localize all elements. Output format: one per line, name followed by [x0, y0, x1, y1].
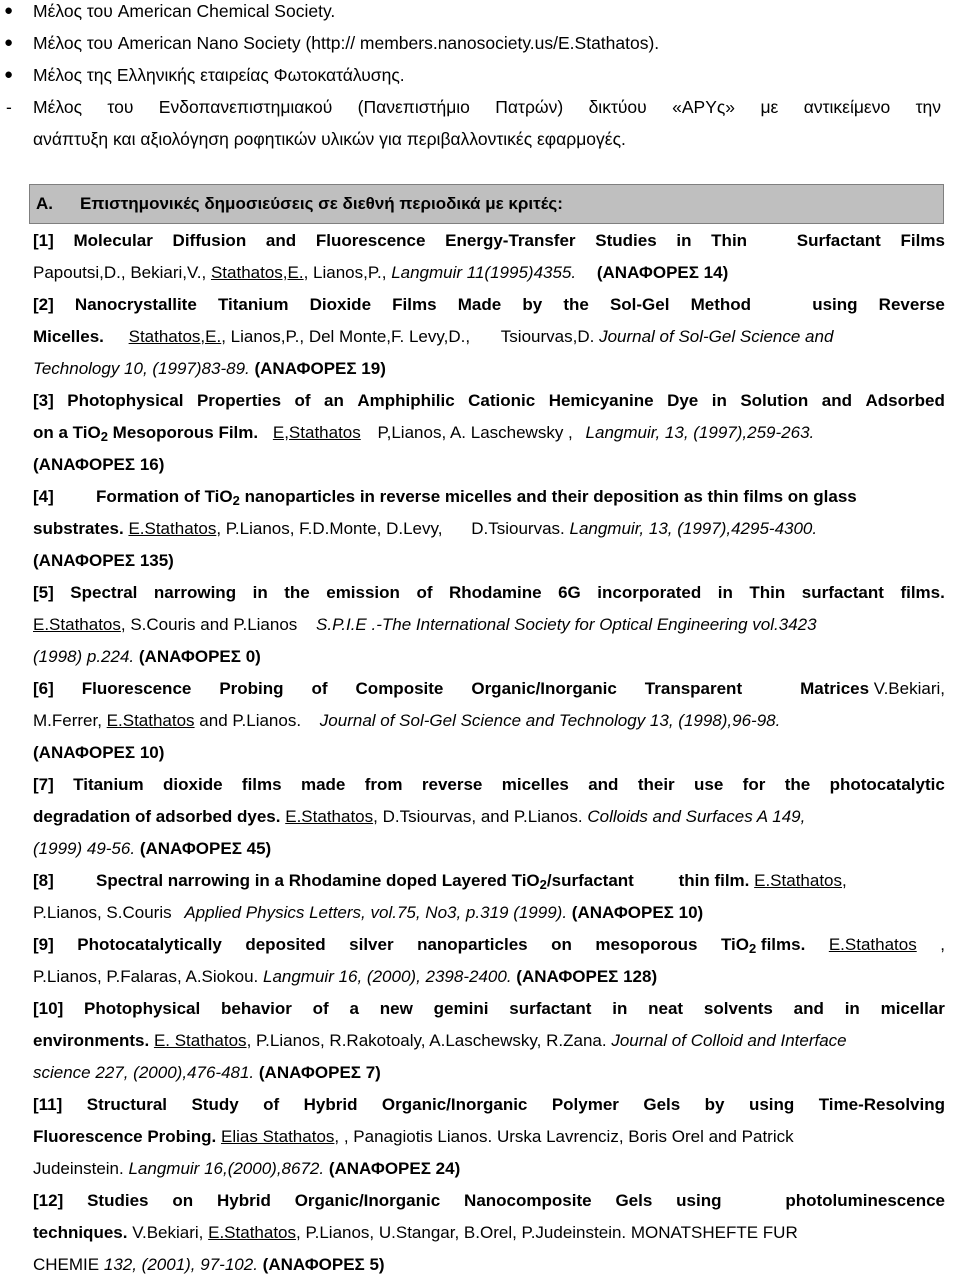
ref-9-citation: P.Lianos, P.Falaras, A.Siokou. Langmuir 16, (2000), 2398-2400. (ΑΝΑΦΟΡΕΣ 128): [33, 967, 658, 986]
bullet-icon: ●: [4, 66, 14, 83]
ref-12-citation-cont: CHEMIE 132, (2001), 97-102. (ΑΝΑΦΟΡΕΣ 5): [33, 1255, 385, 1274]
ref-4-title: [4] Formation of TiO$_2$ nanoparticles in reverse micelles and their deposition as thin films on glass: [33, 487, 857, 508]
bullet-text: Μέλος του American Nano Society (http:// members.nanosociety.us/E.Stathatos).: [33, 33, 660, 53]
ref-8-citation: P.Lianos, S.Couris Applied Physics Letters, vol.75, No3, p.319 (1999). (ΑΝΑΦΟΡΕΣ 10): [33, 903, 704, 922]
ref-1-title: [1] Molecular Diffusion and Fluorescence Energy-Transfer Studies in Thin Surfactant Films: [33, 231, 945, 250]
citation-count: (ΑΝΑΦΟΡΕΣ 135): [33, 551, 174, 570]
citation-count: (ΑΝΑΦΟΡΕΣ 128): [516, 967, 658, 986]
ref-12-citation: techniques. V.Bekiari, E.Stathatos, P.Lianos, U.Stangar, B.Orel, P.Judeinstein. MONATSHEFTE FUR: [33, 1223, 798, 1242]
ref-6-citation: M.Ferrer, E.Stathatos and P.Lianos. Journal of Sol-Gel Science and Technology 13, (1998),96-98.: [33, 711, 781, 730]
ref-11-title: [11] Structural Study of Hybrid Organic/Inorganic Polymer Gels by using Time-Resolving: [33, 1095, 945, 1114]
ref-7-citation-cont: (1999) 49-56. (ΑΝΑΦΟΡΕΣ 45): [33, 839, 272, 858]
ref-4-citation: substrates. E.Stathatos, P.Lianos, F.D.Monte, D.Levy, D.Tsiourvas. Langmuir, 13, (1997),4295-4300.: [33, 519, 818, 538]
citation-count: (ΑΝΑΦΟΡΕΣ 5): [262, 1255, 385, 1274]
dash-mark: -: [6, 97, 12, 117]
author-link: Stathatos,E.: [210, 263, 304, 282]
ref-10-citation-cont: science 227, (2000),476-481. (ΑΝΑΦΟΡΕΣ 7): [33, 1063, 381, 1082]
ref-3-cites: [33, 455, 945, 475]
citation-count: (ΑΝΑΦΟΡΕΣ 10): [571, 903, 704, 922]
ref-2-citation: Micelles. Stathatos,E., Lianos,P., Del Monte,F. Levy,D., Tsiourvas,D. Journal of Sol-Gel Science and: [33, 327, 834, 346]
author-link: Elias Stathatos: [221, 1127, 335, 1146]
ref-11-citation-cont: Judeinstein. Langmuir 16,(2000),8672. (ΑΝΑΦΟΡΕΣ 24): [33, 1159, 461, 1178]
ref-4-cites: [33, 551, 945, 571]
ref-5-title: [5] Spectral narrowing in the emission of Rhodamine 6G incorporated in Thin surfactant films.: [33, 583, 945, 602]
author-link: Stathatos,E.: [128, 327, 222, 346]
bullet-text: Μέλος της Ελληνικής εταιρείας Φωτοκατάλυσης.: [33, 65, 405, 85]
citation-count: (ΑΝΑΦΟΡΕΣ 0): [138, 647, 261, 666]
author-link: E.Stathatos: [754, 871, 843, 890]
ref-8-title: [8] Spectral narrowing in a Rhodamine doped Layered TiO$_2$/surfactant thin film. E.Stathatos,: [33, 871, 847, 892]
bullet-icon: ●: [4, 34, 14, 51]
ref-7-citation: degradation of adsorbed dyes. E.Stathatos, D.Tsiourvas, and P.Lianos. Colloids and Surfaces A 149,: [33, 807, 806, 826]
citation-count: (ΑΝΑΦΟΡΕΣ 7): [258, 1063, 381, 1082]
ref-3-citation: on a TiO$_2$ Mesoporous Film. E,Stathatos P,Lianos, A. Laschewsky , Langmuir, 13, (1997),259-263.: [33, 423, 815, 444]
section-label: Α.: [36, 194, 53, 213]
author-link: E,Stathatos: [272, 423, 361, 442]
bullet-icon: ●: [4, 2, 14, 19]
ref-5-citation-cont: (1998) p.224. (ΑΝΑΦΟΡΕΣ 0): [33, 647, 261, 666]
ref-3-title: [3] Photophysical Properties of an Amphiphilic Cationic Hemicyanine Dye in Solution and Adsorbed: [33, 391, 945, 410]
ref-5-citation: E.Stathatos, S.Couris and P.Lianos S.P.I.E .-The International Society for Optical Engineering vol.3423: [33, 615, 817, 634]
section-title: Επιστημονικές δημοσιεύσεις σε διεθνή περιοδικά με κριτές:: [80, 194, 563, 213]
citation-count: (ΑΝΑΦΟΡΕΣ 16): [33, 455, 165, 474]
ref-10-title: [10] Photophysical behavior of a new gemini surfactant in neat solvents and in micellar: [33, 999, 945, 1018]
author-link: E.Stathatos: [828, 935, 917, 954]
ref-11-citation: Fluorescence Probing. Elias Stathatos, , Panagiotis Lianos. Urska Lavrenciz, Boris Orel and Patrick: [33, 1127, 794, 1146]
bullet-text: Μέλος του American Chemical Society.: [33, 1, 336, 21]
ref-1-citation: Papoutsi,D., Bekiari,V., Stathatos,E., Lianos,P., Langmuir 11(1995)4355. (ΑΝΑΦΟΡΕΣ 14): [33, 263, 729, 282]
ref-6-title: [6] Fluorescence Probing of Composite Organic/Inorganic Transparent Matrices V.Bekiari,: [33, 679, 945, 698]
citation-count: (ΑΝΑΦΟΡΕΣ 14): [596, 263, 729, 282]
author-link: E.Stathatos: [106, 711, 195, 730]
citation-count: (ΑΝΑΦΟΡΕΣ 45): [139, 839, 272, 858]
ref-6-cites: [33, 743, 945, 763]
ref-7-title: [7] Titanium dioxide films made from reverse micelles and their use for the photocatalytic: [33, 775, 945, 794]
author-link: E.Stathatos: [208, 1223, 297, 1242]
author-link: E.Stathatos: [285, 807, 374, 826]
ref-2-citation-cont: Technology 10, (1997)83-89. (ΑΝΑΦΟΡΕΣ 19): [33, 359, 386, 378]
ref-9-title: [9] Photocatalytically deposited silver nanoparticles on mesoporous TiO$_2$ films. E.Stathatos ,: [33, 935, 945, 959]
author-link: E.Stathatos: [33, 615, 121, 634]
dash-item-line1: Μέλος του Ενδοπανεπιστημιακού (Πανεπιστήμιο Πατρών) δικτύου «ΑΡΥς» με αντικείμενο την: [33, 97, 941, 117]
citation-count: (ΑΝΑΦΟΡΕΣ 19): [254, 359, 386, 378]
author-link: E.Stathatos: [128, 519, 217, 538]
citation-count: (ΑΝΑΦΟΡΕΣ 24): [328, 1159, 461, 1178]
section-heading: [36, 194, 563, 214]
document-page: ● Μέλος του American Chemical Society. ● Μέλος του American Nano Society (http:// members.nanosociety.us/E.Stathatos). ● Μέλος της Ελληνικής εταιρείας Φωτοκατάλυσης. - Μέλος του Ενδοπανεπιστημιακού (Πανεπιστήμιο Πατρών) δικτύου «ΑΡΥς» με αντικείμενο την ανάπτυξη και αξιολόγηση ροφητικών υλικών για περιβαλλοντικές εφαρμογές. Α. Επιστημονικές δημοσιεύσεις σε διεθνή περιοδικά με κριτές: [1] Molecular Diffusion and Fluorescence Energy-Transfer Studies in Thin Surfactant Films Papoutsi,D., Bekiari,V., Stathatos,E., Lianos,P., Langmuir 11(1995)4355. (ΑΝΑΦΟΡΕΣ 14) [2] Nanocrystallite Titanium Dioxide Films Made by the Sol-Gel Method using Reverse Micelles. Stathatos,E., Lianos,P., Del Monte,F. Levy,D., Tsiourvas,D. Journal of Sol-Gel Science and Technology 10, (1997)83-89. (ΑΝΑΦΟΡΕΣ 19) [3] Photophysical Properties of an Amphiphilic Cationic Hemicyanine Dye in Solution and Adsorbed on a TiO$_2$ Mesoporous Film. E,Stathatos P,Lianos, A. Laschewsky , Langmuir, 13, (1997),259-263. (ΑΝΑΦΟΡΕΣ 16) [4] Formation of TiO$_2$ nanoparticles in reverse micelles and their deposition as thin films on glass substrates. E.Stathatos, P.Lianos, F.D.Monte, D.Levy, D.Tsiourvas. Langmuir, 13, (1997),4295-4300. (ΑΝΑΦΟΡΕΣ 135) [5] Spectral narrowing in the emission of Rhodamine 6G incorporated in Thin surfactant films. E.Stathatos, S.Couris and P.Lianos S.P.I.E .-The International Society for Optical Engineering vol.3423 (1998) p.224. (ΑΝΑΦΟΡΕΣ 0) [6] Fluorescence Probing of Composite Organic/Inorganic Transparent Matrices V.Bekiari, M.Ferrer, E.Stathatos and P.Lianos. Journal of Sol-Gel Science and Technology 13, (1998),96-98. (ΑΝΑΦΟΡΕΣ 10) [7] Titanium dioxide films made from reverse micelles and their use for the photocatalytic degradation of adsorbed dyes. E.Stathatos, D.Tsiourvas, and P.Lianos. Colloids and Surfaces A 149, (1999) 49-56. (ΑΝΑΦΟΡΕΣ 45) [8] Spectral narrowing in a Rhodamine doped Layered TiO$_2$/surfactant thin film. E.Stathatos, P.Lianos, S.Couris Applied Physics Letters, vol.75, No3, p.319 (1999). (ΑΝΑΦΟΡΕΣ 10) [9] Photocatalytically deposited silver nanoparticles on mesoporous TiO$_2$ films. E.Stathatos , P.Lianos, P.Falaras, A.Siokou. Langmuir 16, (2000), 2398-2400. (ΑΝΑΦΟΡΕΣ 128) [10] Photophysical behavior of a new gemini surfactant in neat solvents and in micellar environments. E. Stathatos, P.Lianos, R.Rakotoaly, A.Laschewsky, R.Zana. Journal of Colloid and Interface science 227, (2000),476-481. (ΑΝΑΦΟΡΕΣ 7) [11] Structural Study of Hybrid Organic/Inorganic Polymer Gels by using Time-Resolving Fluorescence Probing. Elias Stathatos, , Panagiotis Lianos. Urska Lavrenciz, Boris Orel and Patrick Judeinstein. Langmuir 16,(2000),8672. (ΑΝΑΦΟΡΕΣ 24) [12] Studies on Hybrid Organic/Inorganic Nanocomposite Gels using photoluminescence techniques. V.Bekiari, E.Stathatos, P.Lianos, U.Stangar, B.Orel, P.Judeinstein. MONATSHEFTE FUR CHEMIE 132, (2001), 97-102. (ΑΝΑΦΟΡΕΣ 5): [4, 1, 945, 1274]
ref-10-citation: environments. E. Stathatos, P.Lianos, R.Rakotoaly, A.Laschewsky, R.Zana. Journal of Colloid and Interface: [33, 1031, 847, 1050]
ref-12-title: [12] Studies on Hybrid Organic/Inorganic Nanocomposite Gels using photoluminescence: [33, 1191, 945, 1210]
ref-2-title: [2] Nanocrystallite Titanium Dioxide Films Made by the Sol-Gel Method using Reverse: [33, 295, 945, 314]
citation-count: (ΑΝΑΦΟΡΕΣ 10): [33, 743, 165, 762]
author-link: E. Stathatos: [153, 1031, 247, 1050]
